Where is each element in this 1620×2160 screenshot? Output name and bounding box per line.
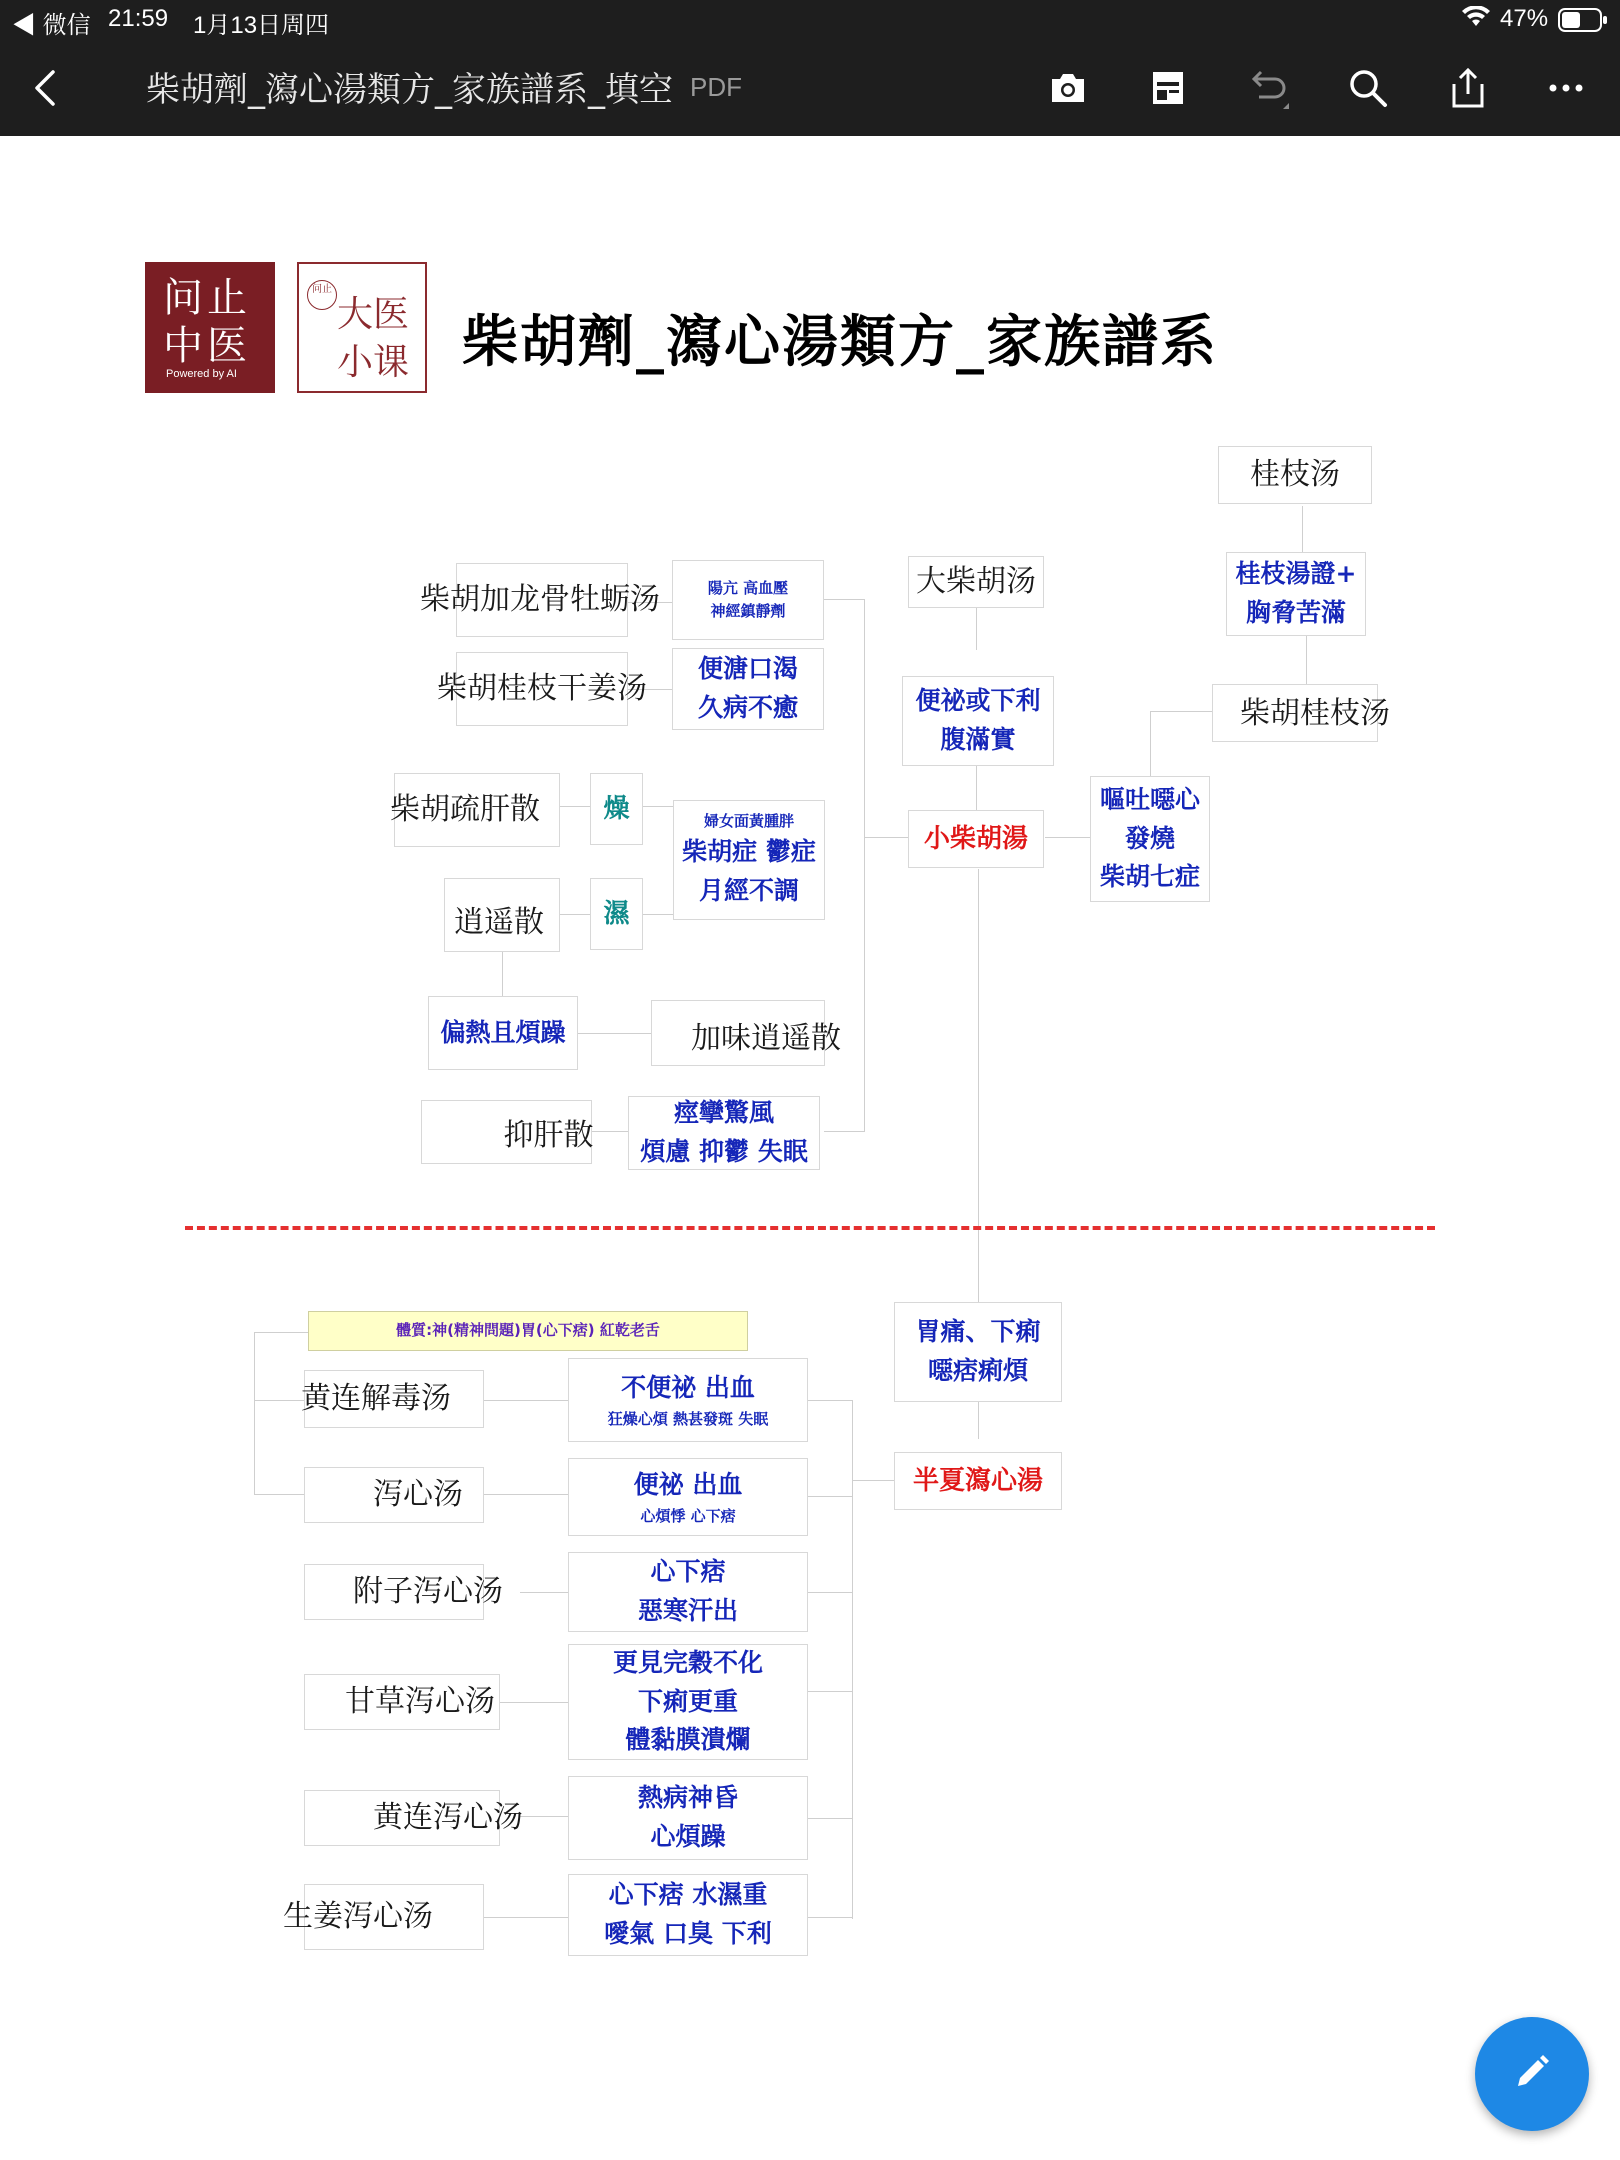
chaihu-shugan-san-node[interactable]: 柴胡疏肝散: [394, 773, 560, 847]
chaihu-longgu-muli-node[interactable]: 柴胡加龙骨牡蛎汤: [456, 563, 628, 637]
status-bar: [0, 0, 1620, 40]
banxia-xiexin-tang-node[interactable]: 半夏瀉心湯: [894, 1452, 1062, 1510]
xiaoyao-san-node[interactable]: 逍遥散: [444, 878, 560, 952]
camera-icon[interactable]: [1042, 62, 1094, 114]
undo-icon[interactable]: [1242, 62, 1294, 114]
search-icon[interactable]: [1342, 62, 1394, 114]
wifi-icon: [1462, 6, 1490, 35]
dayi-xiaoke-logo: 问止 大医 小课: [297, 262, 427, 393]
more-options-icon[interactable]: [1540, 62, 1592, 114]
fuzi-symptoms: 心下痞 惡寒汗出: [568, 1552, 808, 1632]
connector: [484, 1494, 568, 1495]
connector: [520, 1592, 568, 1593]
yigan-san-node[interactable]: 抑肝散: [421, 1100, 592, 1164]
shi-label: 濕: [590, 878, 643, 950]
connector: [808, 1818, 852, 1819]
connector: [643, 806, 673, 807]
document-title: 柴胡劑_瀉心湯類方_家族譜系_填空: [146, 70, 673, 110]
da-chaihu-symptoms: 便祕或下利 腹滿實: [902, 676, 1054, 766]
connector: [1150, 711, 1212, 712]
connector: [808, 1691, 852, 1692]
connector: [808, 1400, 852, 1401]
connector: [592, 1131, 628, 1132]
connector: [484, 1400, 568, 1401]
constitution-label: 體質:神(精神問題)胃(心下痞) 紅乾老舌: [308, 1311, 748, 1351]
chaihu-guizhi-tang-node[interactable]: 柴胡桂枝汤: [1212, 684, 1378, 742]
back-to-app-link[interactable]: ◀ 微信: [12, 12, 91, 39]
seal-icon: 问止: [307, 280, 337, 310]
connector: [978, 1402, 979, 1438]
connector: [976, 766, 977, 810]
huanglian-xiexin-symptoms: 熱病神昏 心煩躁: [568, 1776, 808, 1860]
file-type-label: PDF: [690, 72, 742, 102]
connector: [864, 837, 908, 838]
connector: [824, 1131, 864, 1132]
fuzi-xiexin-tang-node[interactable]: 附子泻心汤: [304, 1564, 484, 1620]
yigan-symptoms: 痙攣驚風 煩慮 抑鬱 失眠: [628, 1096, 820, 1170]
share-icon[interactable]: [1442, 62, 1494, 114]
gancao-xiexin-tang-node[interactable]: 甘草泻心汤: [304, 1674, 500, 1730]
xiexin-tang-node[interactable]: 泻心汤: [304, 1467, 484, 1523]
status-date: 1月13日周四: [193, 12, 330, 39]
pdf-toolbar: [0, 40, 1620, 136]
connector: [852, 1400, 853, 1919]
status-time: 21:59: [108, 5, 169, 32]
central-symptoms: 婦女面黃腫胖 柴胡症 鬱症 月經不調: [673, 800, 825, 920]
huanglian-jiedu-tang-node[interactable]: 黄连解毒汤: [304, 1370, 484, 1428]
xiexin-symptoms: 便祕 出血 心煩悸 心下痞: [568, 1458, 808, 1536]
pdf-page: [0, 136, 1620, 2160]
connector: [577, 1033, 651, 1034]
connector: [852, 1480, 894, 1481]
connector: [643, 914, 673, 915]
connector: [254, 1494, 304, 1495]
layout-icon[interactable]: [1142, 62, 1194, 114]
chart-title: 柴胡劑_瀉心湯類方_家族譜系: [462, 309, 1218, 375]
guizhi-tang-node[interactable]: 桂枝汤: [1218, 446, 1372, 504]
connector: [824, 599, 864, 600]
back-chevron-icon[interactable]: [20, 62, 72, 114]
shengjiang-xiexin-tang-node[interactable]: 生姜泻心汤: [304, 1884, 484, 1950]
weitong-symptoms: 胃痛、下痢 噁痞痢煩: [894, 1302, 1062, 1402]
connector: [500, 1702, 568, 1703]
connector: [808, 1592, 852, 1593]
jiawei-xiaoyao-san-node[interactable]: 加味逍遥散: [651, 1000, 825, 1066]
ganjiang-symptoms: 便溏口渴 久病不癒: [672, 648, 824, 730]
wenzhi-logo: 问止 中医 Powered by AI: [145, 262, 275, 393]
connector: [1302, 506, 1303, 558]
connector: [976, 608, 977, 650]
connector: [808, 1496, 852, 1497]
shengjiang-symptoms: 心下痞 水濕重 噯氣 口臭 下利: [568, 1874, 808, 1956]
connector: [484, 1917, 568, 1918]
connector: [864, 599, 865, 1132]
connector: [520, 1816, 568, 1817]
edit-button[interactable]: [1475, 2017, 1589, 2131]
huanglian-xiexin-tang-node[interactable]: 黄连泻心汤: [304, 1790, 500, 1846]
connector: [1306, 634, 1307, 686]
connector: [1045, 837, 1090, 838]
connector: [808, 1917, 852, 1918]
xiao-chaihu-symptoms: 嘔吐噁心 發燒 柴胡七症: [1090, 776, 1210, 902]
da-chaihu-tang-node[interactable]: 大柴胡汤: [908, 556, 1044, 608]
jiedu-symptoms: 不便祕 出血 狂燥心煩 熱甚發斑 失眠: [568, 1358, 808, 1442]
xiao-chaihu-tang-node[interactable]: 小柴胡湯: [908, 810, 1044, 868]
guizhi-zheng-node[interactable]: 桂枝湯證+ 胸脅苦滿: [1226, 552, 1366, 636]
pianre-label: 偏熱且煩躁: [428, 996, 578, 1070]
battery-percent: 47%: [1500, 5, 1549, 32]
connector: [254, 1332, 308, 1333]
battery-icon: [1558, 8, 1608, 39]
gancao-symptoms: 更見完穀不化 下痢更重 體黏膜潰爛: [568, 1644, 808, 1760]
pencil-icon: [1510, 2050, 1554, 2098]
connector: [254, 1332, 255, 1494]
chaihu-guizhi-ganjiang-node[interactable]: 柴胡桂枝干姜汤: [456, 652, 628, 726]
connector: [254, 1400, 304, 1401]
connector: [560, 914, 590, 915]
section-divider: [185, 1226, 1435, 1230]
connector: [560, 806, 590, 807]
zao-label: 燥: [590, 773, 643, 845]
longgu-symptoms: 陽亢 高血壓 神經鎮靜劑: [672, 560, 824, 640]
